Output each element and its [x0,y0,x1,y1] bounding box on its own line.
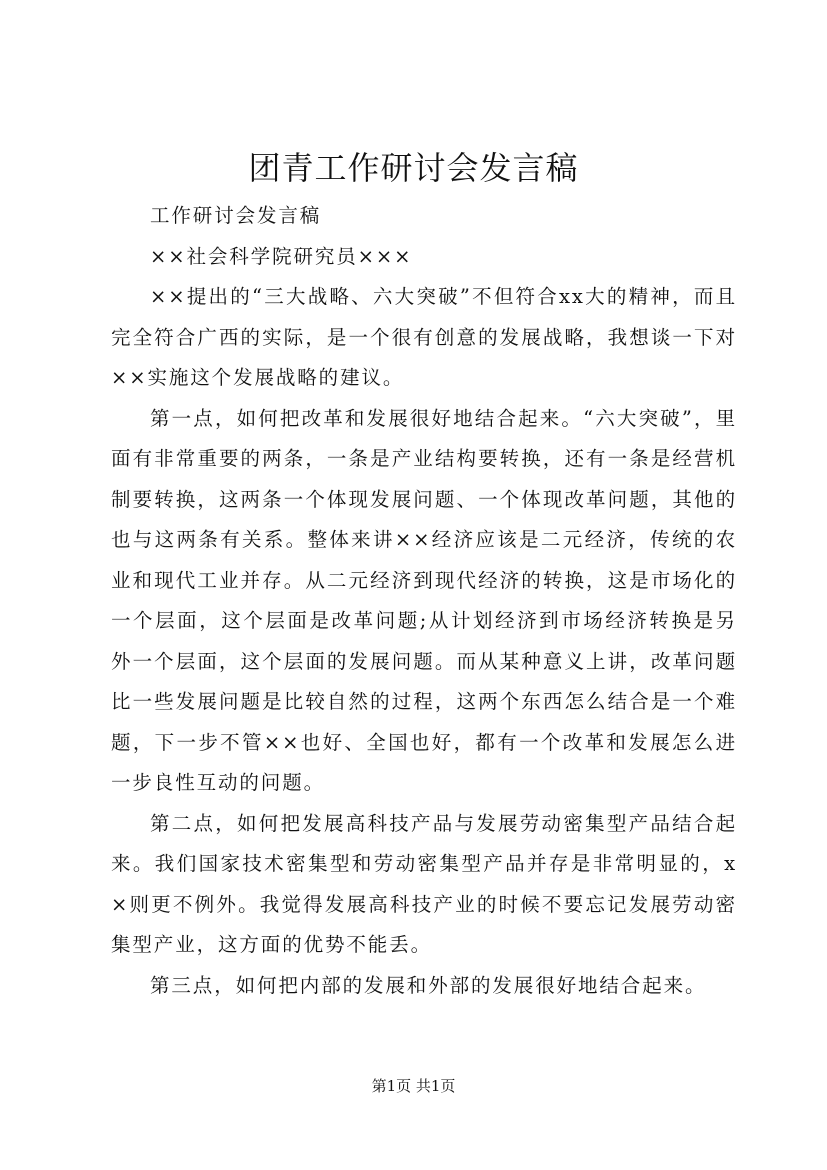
page-footer: 第1页 共1页 [371,1077,456,1095]
paragraph-point-one: 第一点，如何把改革和发展很好地结合起来。“六大突破”，里面有非常重要的两条，一条是产业结构要转换，还有一条是经营机制要转换，这两条一个体现发展问题、一个体现改革问题，其他的也与这两条有关系。整体来讲××经济应该是二元经济，传统的农业和现代工业并存。从二元经济到现代经济的转换，这是市场化的一个层面，这个层面是改革问题;从计划经济到市场经济转换是另外一个层面，这个层面的发展问题。而从某种意义上讲，改革问题比一些发展问题是比较自然的过程，这两个东西怎么结合是一个难题，下一步不管××也好、全国也好，都有一个改革和发展怎么进一步良性互动的问题。 [111,406,737,794]
paragraph-point-three: 第三点，如何把内部的发展和外部的发展很好地结合起来。 [150,973,707,997]
document-body [111,196,737,1006]
paragraph-intro: ××提出的“三大战略、六大突破”不但符合xx大的精神，而且完全符合广西的实际，是一个很有创意的发展战略，我想谈一下对××实施这个发展战略的建议。 [111,285,737,389]
paragraph-author: ××社会科学院研究员××× [150,244,413,268]
document-title: 团青工作研讨会发言稿 [248,149,579,187]
paragraph-subtitle: 工作研讨会发言稿 [150,204,322,227]
paragraph-point-two: 第二点，如何把发展高科技产品与发展劳动密集型产品结合起来。我们国家技术密集型和劳动密集型产品并存是非常明显的，x×则更不例外。我觉得发展高科技产业的时候不要忘记发展劳动密集型产业，这方面的优势不能丢。 [111,811,737,956]
